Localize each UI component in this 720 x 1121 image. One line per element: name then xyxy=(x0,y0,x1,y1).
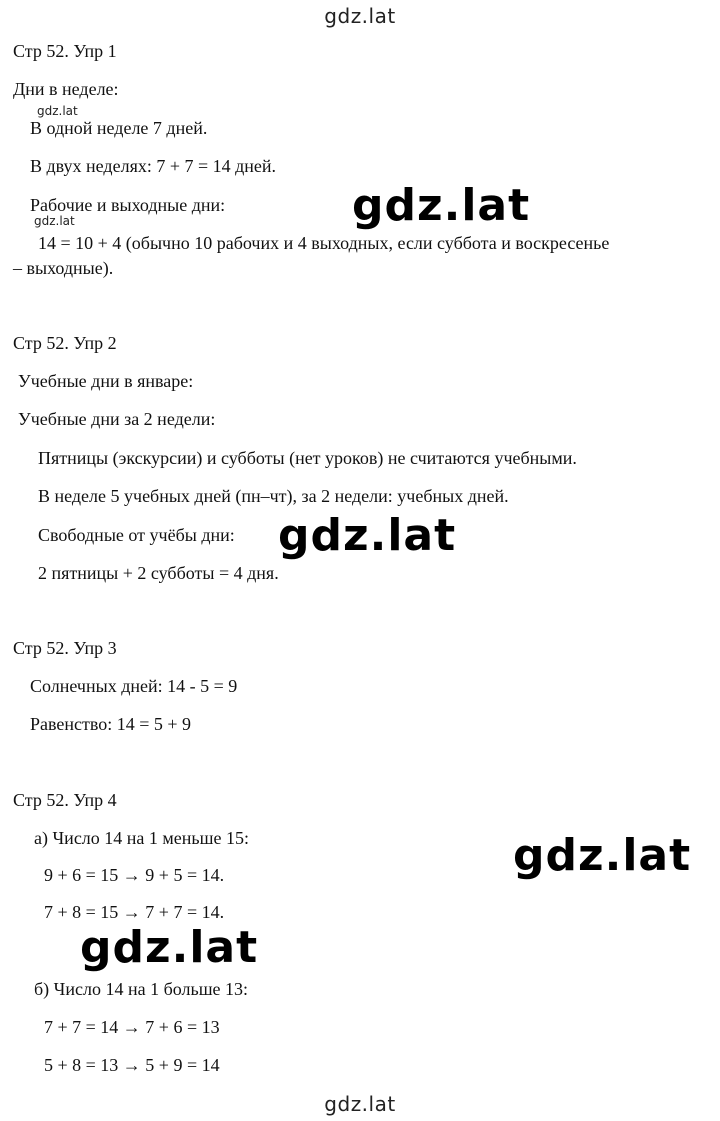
section-4-line: 5 + 8 = 13 → 5 + 9 = 14 xyxy=(44,1055,220,1075)
section-2-line: 2 пятницы + 2 субботы = 4 дня. xyxy=(38,563,279,583)
section-1-line: В двух неделях: 7 + 7 = 14 дней. xyxy=(30,156,277,176)
watermark-large-4: gdz.lat xyxy=(80,922,259,973)
section-4-line: б) Число 14 на 1 больше 13: xyxy=(34,979,249,999)
section-2-line: Свободные от учёбы дни: xyxy=(38,525,235,545)
section-3-heading: Стр 52. Упр 3 xyxy=(13,638,117,658)
watermark-small-1: gdz.lat xyxy=(37,104,78,118)
section-2-heading: Стр 52. Упр 2 xyxy=(13,333,117,353)
watermark-bottom: gdz.lat xyxy=(324,1092,396,1116)
section-1-line: Рабочие и выходные дни: xyxy=(30,195,226,215)
watermark-top: gdz.lat xyxy=(324,4,396,28)
section-1-heading: Стр 52. Упр 1 xyxy=(13,41,117,61)
section-2-line: Учебные дни за 2 недели: xyxy=(18,409,216,429)
section-2-line: Учебные дни в январе: xyxy=(18,371,194,391)
section-1-line: – выходные). xyxy=(13,258,114,278)
watermark-large-3: gdz.lat xyxy=(513,830,692,881)
section-1-line: 14 = 10 + 4 (обычно 10 рабочих и 4 выходных, если суббота и воскресенье xyxy=(38,233,610,253)
section-3-line: Солнечных дней: 14 - 5 = 9 xyxy=(30,676,238,696)
section-4-line: 9 + 6 = 15 → 9 + 5 = 14. xyxy=(44,865,225,885)
section-4-line: а) Число 14 на 1 меньше 15: xyxy=(34,828,249,848)
section-4-line: 7 + 7 = 14 → 7 + 6 = 13 xyxy=(44,1017,220,1037)
section-1-line: Дни в неделе: xyxy=(13,79,119,99)
watermark-small-2: gdz.lat xyxy=(34,214,75,228)
section-4-heading: Стр 52. Упр 4 xyxy=(13,790,117,810)
watermark-large-1: gdz.lat xyxy=(352,180,531,231)
section-2-line: Пятницы (экскурсии) и субботы (нет уроков) не считаются учебными. xyxy=(38,448,577,468)
section-2-line: В неделе 5 учебных дней (пн–чт), за 2 недели: учебных дней. xyxy=(38,486,509,506)
section-4-line: 7 + 8 = 15 → 7 + 7 = 14. xyxy=(44,902,225,922)
section-3-line: Равенство: 14 = 5 + 9 xyxy=(30,714,192,734)
watermark-large-2: gdz.lat xyxy=(278,510,457,561)
section-1-line: В одной неделе 7 дней. xyxy=(30,118,208,138)
